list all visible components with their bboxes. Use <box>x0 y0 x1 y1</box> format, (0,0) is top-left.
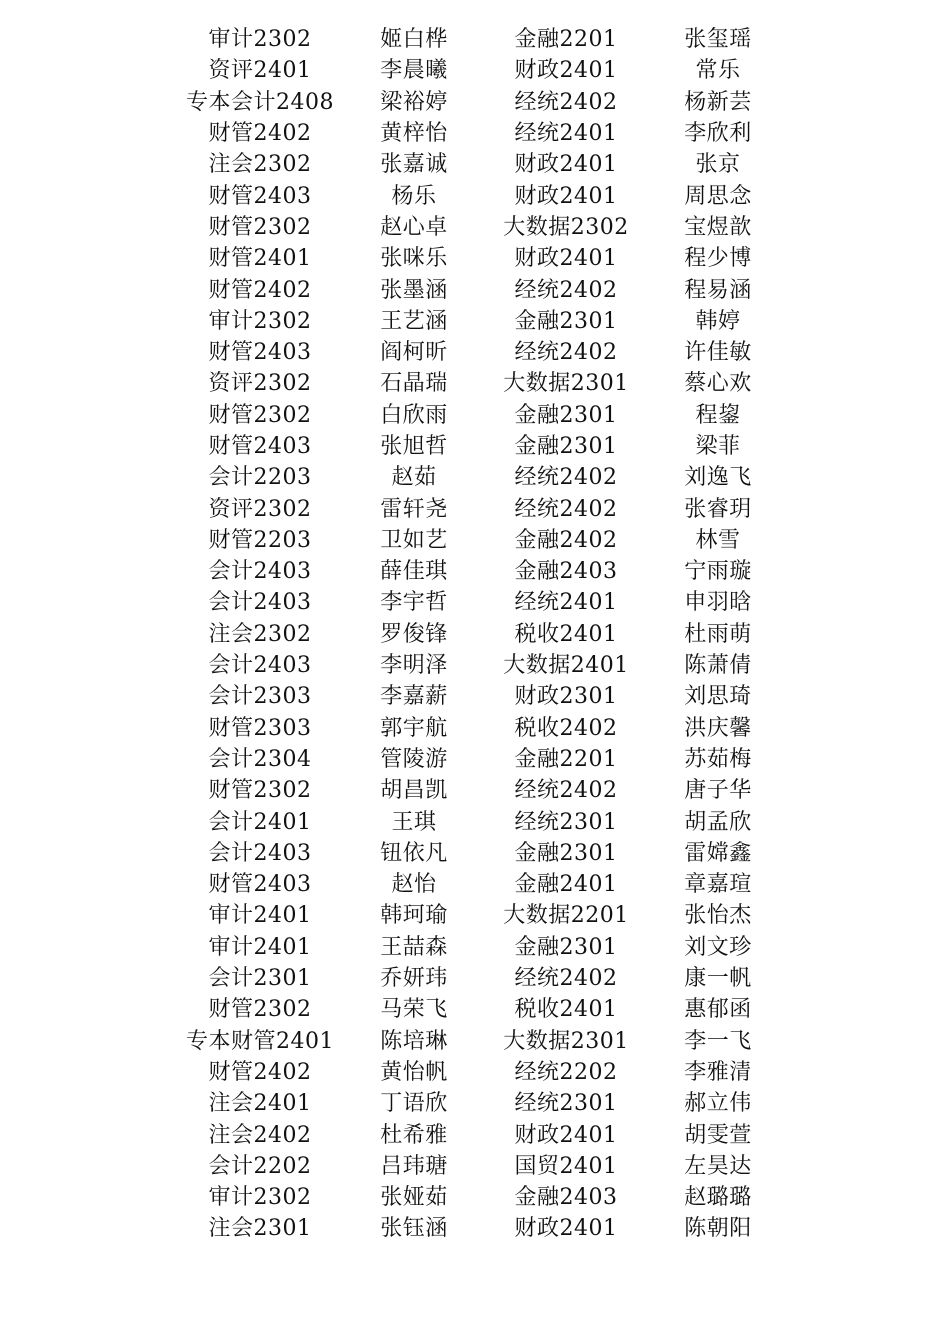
class-left-cell: 财管2203 <box>208 527 312 553</box>
class-left-cell: 财管2402 <box>208 121 312 147</box>
name-left-cell: 王喆森 <box>380 934 448 960</box>
table-row <box>0 1057 944 1088</box>
table-row <box>0 87 944 118</box>
class-right-cell: 财政2301 <box>514 684 618 710</box>
table-row <box>0 1182 944 1213</box>
name-left-cell: 李嘉薪 <box>380 684 448 710</box>
class-left-cell: 注会2302 <box>208 152 312 178</box>
name-left-cell: 李宇哲 <box>380 590 448 616</box>
name-right-cell: 章嘉瑄 <box>684 872 752 898</box>
name-right-cell: 胡孟欣 <box>684 809 752 835</box>
name-list-table <box>0 24 944 1245</box>
table-row <box>0 1119 944 1150</box>
name-left-cell: 陈培琳 <box>380 1028 448 1054</box>
table-row <box>0 149 944 180</box>
class-right-cell: 财政2401 <box>514 1122 618 1148</box>
name-left-cell: 马荣飞 <box>380 997 448 1023</box>
name-left-cell: 赵茹 <box>391 465 437 491</box>
table-row <box>0 24 944 55</box>
table-row <box>0 744 944 775</box>
name-left-cell: 韩珂瑜 <box>380 903 448 929</box>
table-row <box>0 838 944 869</box>
class-left-cell: 专本财管2401 <box>186 1028 334 1054</box>
table-row <box>0 1151 944 1182</box>
table-row <box>0 775 944 806</box>
class-left-cell: 注会2401 <box>208 1091 312 1117</box>
name-right-cell: 赵璐璐 <box>684 1185 752 1211</box>
class-left-cell: 审计2401 <box>208 903 312 929</box>
name-right-cell: 刘思琦 <box>684 684 752 710</box>
class-right-cell: 大数据2301 <box>503 371 629 397</box>
table-row <box>0 462 944 493</box>
name-right-cell: 许佳敏 <box>684 340 752 366</box>
name-left-cell: 石晶瑞 <box>380 371 448 397</box>
class-right-cell: 经统2402 <box>514 465 618 491</box>
table-row <box>0 932 944 963</box>
name-left-cell: 张钰涵 <box>380 1216 448 1242</box>
class-right-cell: 金融2301 <box>514 840 618 866</box>
name-left-cell: 郭宇航 <box>380 715 448 741</box>
class-right-cell: 财政2401 <box>514 1216 618 1242</box>
name-left-cell: 管陵游 <box>380 746 448 772</box>
table-row <box>0 681 944 712</box>
class-left-cell: 会计2202 <box>208 1153 312 1179</box>
class-left-cell: 会计2304 <box>208 746 312 772</box>
class-right-cell: 经统2301 <box>514 1091 618 1117</box>
name-right-cell: 杜雨萌 <box>684 621 752 647</box>
name-left-cell: 赵怡 <box>391 872 437 898</box>
name-right-cell: 胡雯萱 <box>684 1122 752 1148</box>
name-left-cell: 张嘉诚 <box>380 152 448 178</box>
name-right-cell: 雷嫦鑫 <box>684 840 752 866</box>
name-left-cell: 卫如艺 <box>380 527 448 553</box>
class-left-cell: 会计2403 <box>208 559 312 585</box>
class-left-cell: 审计2302 <box>208 27 312 53</box>
class-right-cell: 大数据2302 <box>503 214 629 240</box>
class-left-cell: 财管2402 <box>208 1059 312 1085</box>
table-row <box>0 619 944 650</box>
name-right-cell: 陈朝阳 <box>684 1216 752 1242</box>
class-left-cell: 资评2302 <box>208 496 312 522</box>
class-right-cell: 税收2402 <box>514 715 618 741</box>
name-left-cell: 张墨涵 <box>380 277 448 303</box>
name-right-cell: 惠郁函 <box>684 997 752 1023</box>
class-left-cell: 财管2302 <box>208 214 312 240</box>
name-right-cell: 张怡杰 <box>684 903 752 929</box>
name-right-cell: 康一帆 <box>684 966 752 992</box>
class-right-cell: 金融2201 <box>514 27 618 53</box>
table-row <box>0 368 944 399</box>
class-left-cell: 审计2302 <box>208 308 312 334</box>
name-left-cell: 赵心卓 <box>380 214 448 240</box>
table-row <box>0 337 944 368</box>
name-right-cell: 韩婷 <box>695 308 741 334</box>
class-right-cell: 财政2401 <box>514 58 618 84</box>
table-row <box>0 900 944 931</box>
name-left-cell: 黄怡帆 <box>380 1059 448 1085</box>
class-right-cell: 金融2301 <box>514 308 618 334</box>
name-right-cell: 唐子华 <box>684 778 752 804</box>
class-left-cell: 会计2203 <box>208 465 312 491</box>
class-right-cell: 大数据2401 <box>503 653 629 679</box>
class-right-cell: 金融2403 <box>514 559 618 585</box>
table-row <box>0 212 944 243</box>
class-right-cell: 金融2402 <box>514 527 618 553</box>
name-right-cell: 常乐 <box>695 58 741 84</box>
class-right-cell: 金融2201 <box>514 746 618 772</box>
name-right-cell: 杨新芸 <box>684 89 752 115</box>
name-right-cell: 林雪 <box>695 527 741 553</box>
class-left-cell: 专本会计2408 <box>186 89 334 115</box>
name-right-cell: 申羽晗 <box>684 590 752 616</box>
class-right-cell: 金融2301 <box>514 934 618 960</box>
class-left-cell: 财管2302 <box>208 778 312 804</box>
table-row <box>0 118 944 149</box>
table-row <box>0 180 944 211</box>
class-left-cell: 审计2401 <box>208 934 312 960</box>
class-right-cell: 经统2402 <box>514 966 618 992</box>
class-left-cell: 财管2302 <box>208 402 312 428</box>
name-left-cell: 钮依凡 <box>380 840 448 866</box>
name-left-cell: 梁裕婷 <box>380 89 448 115</box>
class-right-cell: 金融2401 <box>514 872 618 898</box>
table-row <box>0 1088 944 1119</box>
table-row <box>0 963 944 994</box>
name-left-cell: 丁语欣 <box>380 1091 448 1117</box>
class-left-cell: 财管2401 <box>208 246 312 272</box>
class-left-cell: 财管2303 <box>208 715 312 741</box>
class-left-cell: 财管2402 <box>208 277 312 303</box>
class-right-cell: 税收2401 <box>514 621 618 647</box>
class-left-cell: 会计2403 <box>208 590 312 616</box>
table-row <box>0 306 944 337</box>
class-left-cell: 会计2401 <box>208 809 312 835</box>
name-right-cell: 梁菲 <box>695 434 741 459</box>
name-left-cell: 薛佳琪 <box>380 559 448 585</box>
class-right-cell: 经统2402 <box>514 340 618 366</box>
class-right-cell: 经统2402 <box>514 277 618 303</box>
class-left-cell: 财管2403 <box>208 434 312 459</box>
name-left-cell: 阎柯昕 <box>380 340 448 366</box>
class-left-cell: 注会2301 <box>208 1216 312 1242</box>
table-row <box>0 1026 944 1057</box>
name-right-cell: 郝立伟 <box>684 1091 752 1117</box>
name-left-cell: 姬白桦 <box>380 27 448 53</box>
class-right-cell: 大数据2301 <box>503 1028 629 1054</box>
class-right-cell: 经统2401 <box>514 121 618 147</box>
table-row <box>0 274 944 305</box>
name-right-cell: 宁雨璇 <box>684 559 752 585</box>
table-row <box>0 243 944 274</box>
table-row <box>0 713 944 744</box>
name-right-cell: 左昊达 <box>684 1153 752 1179</box>
table-row <box>0 994 944 1025</box>
name-left-cell: 胡昌凯 <box>380 778 448 804</box>
name-left-cell: 吕玮瑭 <box>380 1153 448 1179</box>
name-left-cell: 张咪乐 <box>380 246 448 272</box>
name-right-cell: 李一飞 <box>684 1028 752 1054</box>
class-right-cell: 经统2402 <box>514 778 618 804</box>
table-row <box>0 650 944 681</box>
name-left-cell: 王艺涵 <box>380 308 448 334</box>
table-row <box>0 556 944 587</box>
class-right-cell: 金融2301 <box>514 434 618 459</box>
table-row <box>0 525 944 556</box>
table-row <box>0 869 944 900</box>
name-right-cell: 刘文珍 <box>684 934 752 960</box>
class-left-cell: 会计2303 <box>208 684 312 710</box>
name-right-cell: 张京 <box>695 152 741 178</box>
class-right-cell: 经统2202 <box>514 1059 618 1085</box>
class-right-cell: 经统2402 <box>514 89 618 115</box>
class-left-cell: 注会2402 <box>208 1122 312 1148</box>
name-left-cell: 张娅茹 <box>380 1185 448 1211</box>
name-right-cell: 程易涵 <box>684 277 752 303</box>
class-right-cell: 经统2301 <box>514 809 618 835</box>
name-left-cell: 黄梓怡 <box>380 121 448 147</box>
name-left-cell: 李晨曦 <box>380 58 448 84</box>
name-right-cell: 李欣利 <box>684 121 752 147</box>
class-right-cell: 国贸2401 <box>514 1153 618 1179</box>
name-right-cell: 张睿玥 <box>684 496 752 522</box>
name-right-cell: 刘逸飞 <box>684 465 752 491</box>
table-row <box>0 806 944 837</box>
class-right-cell: 金融2301 <box>514 402 618 428</box>
class-right-cell: 税收2401 <box>514 997 618 1023</box>
name-right-cell: 蔡心欢 <box>684 371 752 397</box>
class-left-cell: 资评2401 <box>208 58 312 84</box>
class-right-cell: 大数据2201 <box>503 903 629 929</box>
table-row <box>0 431 944 462</box>
name-right-cell: 宝煜歆 <box>684 214 752 240</box>
class-right-cell: 经统2402 <box>514 496 618 522</box>
class-left-cell: 会计2301 <box>208 966 312 992</box>
table-row <box>0 1213 944 1244</box>
class-left-cell: 财管2403 <box>208 340 312 366</box>
name-right-cell: 李雅清 <box>684 1059 752 1085</box>
name-left-cell: 杨乐 <box>391 183 437 209</box>
class-right-cell: 财政2401 <box>514 246 618 272</box>
class-left-cell: 财管2302 <box>208 997 312 1023</box>
name-right-cell: 陈萧倩 <box>684 653 752 679</box>
name-right-cell: 周思念 <box>684 183 752 209</box>
class-left-cell: 财管2403 <box>208 872 312 898</box>
name-right-cell: 苏茹梅 <box>684 746 752 772</box>
class-left-cell: 注会2302 <box>208 621 312 647</box>
name-left-cell: 乔妍玮 <box>380 966 448 992</box>
table-row <box>0 55 944 86</box>
class-right-cell: 金融2403 <box>514 1185 618 1211</box>
name-left-cell: 李明泽 <box>380 653 448 679</box>
class-left-cell: 会计2403 <box>208 653 312 679</box>
name-left-cell: 罗俊锋 <box>380 621 448 647</box>
name-left-cell: 张旭哲 <box>380 434 448 459</box>
name-right-cell: 洪庆馨 <box>684 715 752 741</box>
name-left-cell: 王琪 <box>391 809 437 835</box>
class-right-cell: 财政2401 <box>514 183 618 209</box>
class-left-cell: 审计2302 <box>208 1185 312 1211</box>
table-row <box>0 587 944 618</box>
table-row <box>0 493 944 524</box>
name-left-cell: 雷轩尧 <box>380 496 448 522</box>
class-right-cell: 财政2401 <box>514 152 618 178</box>
name-right-cell: 程少博 <box>684 246 752 272</box>
table-row <box>0 400 944 431</box>
class-right-cell: 经统2401 <box>514 590 618 616</box>
class-left-cell: 财管2403 <box>208 183 312 209</box>
name-right-cell: 张玺瑶 <box>684 27 752 53</box>
class-left-cell: 资评2302 <box>208 371 312 397</box>
name-left-cell: 白欣雨 <box>380 402 448 428</box>
name-right-cell: 程鋆 <box>695 402 741 428</box>
name-left-cell: 杜希雅 <box>380 1122 448 1148</box>
class-left-cell: 会计2403 <box>208 840 312 866</box>
